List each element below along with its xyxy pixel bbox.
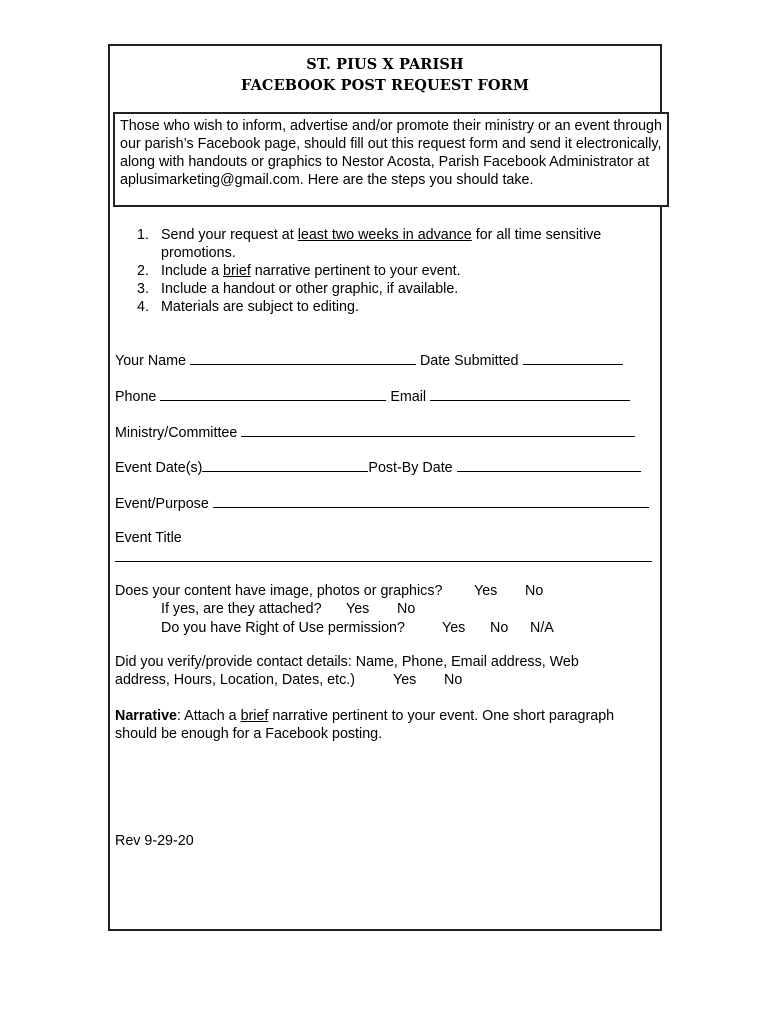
event-dates-label: Event Date(s) <box>115 460 203 476</box>
ministry-label: Ministry/Committee <box>115 425 238 441</box>
post-by-date-label: Post-By Date <box>368 460 453 476</box>
form-header <box>110 54 660 96</box>
date-submitted-field[interactable] <box>523 350 623 365</box>
question-images-no[interactable]: No <box>525 583 544 599</box>
step-item <box>137 262 647 280</box>
date-submitted-label: Date Submitted <box>419 353 519 369</box>
ministry-field[interactable] <box>241 422 635 437</box>
question-attached-text: If yes, are they attached? <box>161 601 322 617</box>
post-by-date-field[interactable] <box>457 457 641 472</box>
step-text: Include a handout or other graphic, if available. <box>161 281 459 297</box>
narrative-line2: should be enough for a Facebook posting. <box>115 726 383 742</box>
step-text: Send your request at <box>161 227 298 243</box>
step-number: 4. <box>137 299 149 315</box>
phone-field[interactable] <box>160 386 386 401</box>
question-contact-line1: Did you verify/provide contact details: Name, Phone, Email address, Web <box>115 654 579 670</box>
step-text-continued: promotions. <box>161 245 236 261</box>
phone-email-row <box>115 386 630 406</box>
event-purpose-field[interactable] <box>213 493 649 508</box>
parish-title: ST. PIUS X PARISH <box>306 56 464 73</box>
question-rights-yes[interactable]: Yes <box>442 620 466 636</box>
name-date-row <box>115 350 623 370</box>
step-text: narrative pertinent to your event. <box>250 263 461 279</box>
step-emphasis: brief <box>223 263 251 279</box>
event-dates-field[interactable] <box>202 457 368 472</box>
step-item <box>137 298 647 316</box>
event-dates-row <box>115 457 641 477</box>
revision-label: Rev 9-29-20 <box>115 833 194 849</box>
question-contact-yes[interactable]: Yes <box>393 672 417 688</box>
step-item <box>137 226 647 262</box>
event-title-field[interactable] <box>115 547 652 562</box>
question-rights-text: Do you have Right of Use permission? <box>161 620 405 636</box>
narrative-label: Narrative <box>115 708 177 724</box>
question-attached-no[interactable]: No <box>397 601 416 617</box>
form-page <box>108 44 662 931</box>
step-number: 1. <box>137 227 149 243</box>
email-label: Email <box>390 389 427 405</box>
your-name-field[interactable] <box>190 350 416 365</box>
form-title: FACEBOOK POST REQUEST FORM <box>241 77 529 94</box>
intro-text: Those who wish to inform, advertise and/or promote their ministry or an event through our parish’s Facebook page, should fill out this request form and send it electronically, along with handouts or graphics to Nestor Acosta, Parish Facebook Administrator at aplusimarketing@gmail.com. Here are the steps you should take. <box>120 118 662 188</box>
step-text: Include a <box>161 263 223 279</box>
email-field[interactable] <box>430 386 630 401</box>
step-number: 2. <box>137 263 149 279</box>
steps-list <box>137 226 647 316</box>
question-images-row <box>115 582 442 600</box>
event-purpose-label: Event/Purpose <box>115 496 209 512</box>
question-contact-no[interactable]: No <box>444 672 463 688</box>
step-item <box>137 280 647 298</box>
narrative-line1 <box>115 707 614 725</box>
your-name-label: Your Name <box>115 353 186 369</box>
step-text: Materials are subject to editing. <box>161 299 359 315</box>
intro-box <box>113 112 669 207</box>
step-text: for all time sensitive <box>471 227 602 243</box>
question-rights-na[interactable]: N/A <box>530 620 554 636</box>
question-images-yes[interactable]: Yes <box>474 583 498 599</box>
step-number: 3. <box>137 281 149 297</box>
question-images-text: Does your content have image, photos or graphics? <box>115 583 443 599</box>
event-purpose-row <box>115 493 649 513</box>
question-attached-yes[interactable]: Yes <box>346 601 370 617</box>
question-contact-line2: address, Hours, Location, Dates, etc.) <box>115 672 355 688</box>
ministry-row <box>115 422 635 442</box>
narrative-text: narrative pertinent to your event. One short paragraph <box>268 708 615 724</box>
step-emphasis: least two weeks in advance <box>297 227 472 243</box>
event-title-label: Event Title <box>115 530 182 546</box>
narrative-emphasis: brief <box>240 708 269 724</box>
event-title-row <box>115 529 182 547</box>
narrative-text: : Attach a <box>177 708 241 724</box>
question-rights-no[interactable]: No <box>490 620 509 636</box>
phone-label: Phone <box>115 389 157 405</box>
